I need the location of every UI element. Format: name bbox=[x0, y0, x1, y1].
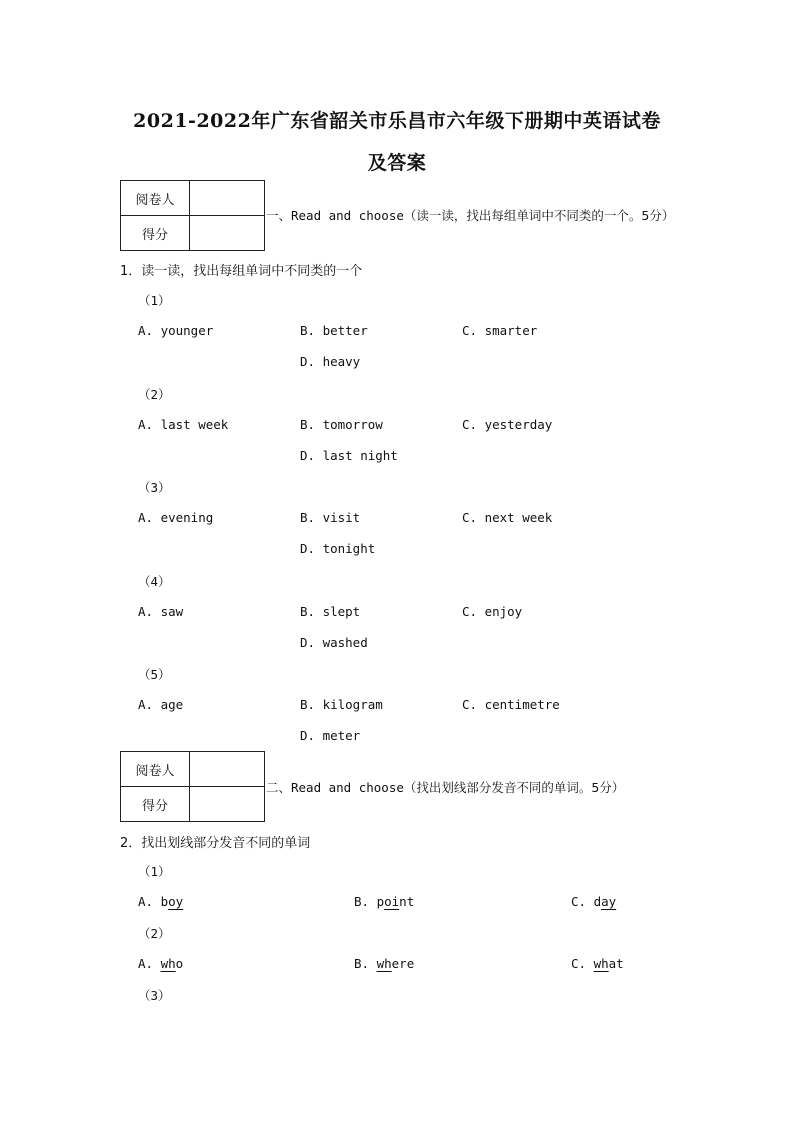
option-prefix: A. bbox=[138, 956, 161, 971]
underlined-letters: oi bbox=[384, 894, 400, 909]
score-cell bbox=[190, 787, 265, 822]
item-number: （1） bbox=[138, 864, 171, 879]
score-cell bbox=[190, 216, 265, 251]
option-prefix: B. p bbox=[354, 894, 385, 909]
item-number: （3） bbox=[138, 480, 171, 495]
option-suffix: ere bbox=[391, 956, 415, 971]
section-2-heading-en: 二、Read and choose bbox=[266, 780, 404, 795]
option-a: A. saw bbox=[138, 604, 184, 619]
option-a: A. evening bbox=[138, 510, 214, 525]
underlined-letters: ay bbox=[601, 894, 617, 909]
page-title: 2021-2022年广东省韶关市乐昌市六年级下册期中英语试卷 bbox=[133, 110, 661, 132]
item-number: （3） bbox=[138, 988, 171, 1003]
section-1-heading-en: 一、Read and choose bbox=[266, 208, 404, 223]
option-a: A. age bbox=[138, 697, 184, 712]
option-b bbox=[354, 956, 414, 971]
underlined-letters: wh bbox=[160, 956, 176, 971]
question-2-title: 2．找出划线部分发音不同的单词 bbox=[120, 836, 311, 851]
option-d: D. meter bbox=[300, 728, 361, 743]
option-b: B. slept bbox=[300, 604, 361, 619]
option-a bbox=[138, 956, 183, 971]
underlined-letters: wh bbox=[593, 956, 609, 971]
option-d: D. washed bbox=[300, 635, 368, 650]
section-2-heading bbox=[266, 778, 624, 796]
option-prefix: C. bbox=[571, 956, 594, 971]
section-2-heading-cn: （找出划线部分发音不同的单词。5分） bbox=[403, 780, 625, 795]
option-prefix: B. bbox=[354, 956, 377, 971]
option-b: B. tomorrow bbox=[300, 417, 383, 432]
page-title-line2: 及答案 bbox=[367, 152, 427, 174]
option-a: A. younger bbox=[138, 323, 214, 338]
option-c: C. enjoy bbox=[462, 604, 523, 619]
item-number: （1） bbox=[138, 293, 171, 308]
option-c: C. smarter bbox=[462, 323, 538, 338]
underlined-letters: wh bbox=[376, 956, 392, 971]
reviewer-cell bbox=[190, 181, 265, 216]
reviewer-label: 阅卷人 bbox=[121, 752, 190, 787]
reviewer-label: 阅卷人 bbox=[121, 181, 190, 216]
option-suffix: at bbox=[608, 956, 624, 971]
option-prefix: A. b bbox=[138, 894, 169, 909]
option-suffix: o bbox=[175, 956, 184, 971]
option-d: D. heavy bbox=[300, 354, 361, 369]
option-c bbox=[571, 894, 616, 909]
option-c bbox=[571, 956, 624, 971]
option-b: B. kilogram bbox=[300, 697, 383, 712]
option-d: D. tonight bbox=[300, 541, 376, 556]
option-b bbox=[354, 894, 414, 909]
option-c: C. yesterday bbox=[462, 417, 553, 432]
section-1-heading-cn: （读一读，找出每组单词中不同类的一个。5分） bbox=[403, 208, 675, 223]
option-suffix: nt bbox=[399, 894, 415, 909]
score-label: 得分 bbox=[121, 787, 190, 822]
item-number: （2） bbox=[138, 926, 171, 941]
score-label: 得分 bbox=[121, 216, 190, 251]
option-a: A. last week bbox=[138, 417, 229, 432]
option-b: B. visit bbox=[300, 510, 361, 525]
item-number: （2） bbox=[138, 387, 171, 402]
option-b: B. better bbox=[300, 323, 368, 338]
score-table-1 bbox=[120, 180, 265, 251]
section-1-heading bbox=[266, 206, 674, 224]
underlined-letters: oy bbox=[168, 894, 184, 909]
item-number: （4） bbox=[138, 574, 171, 589]
reviewer-cell bbox=[190, 752, 265, 787]
option-prefix: C. d bbox=[571, 894, 602, 909]
option-a bbox=[138, 894, 183, 909]
option-c: C. next week bbox=[462, 510, 553, 525]
item-number: （5） bbox=[138, 667, 171, 682]
option-d: D. last night bbox=[300, 448, 398, 463]
option-c: C. centimetre bbox=[462, 697, 560, 712]
score-table-2 bbox=[120, 751, 265, 822]
question-1-title: 1．读一读，找出每组单词中不同类的一个 bbox=[120, 264, 363, 279]
